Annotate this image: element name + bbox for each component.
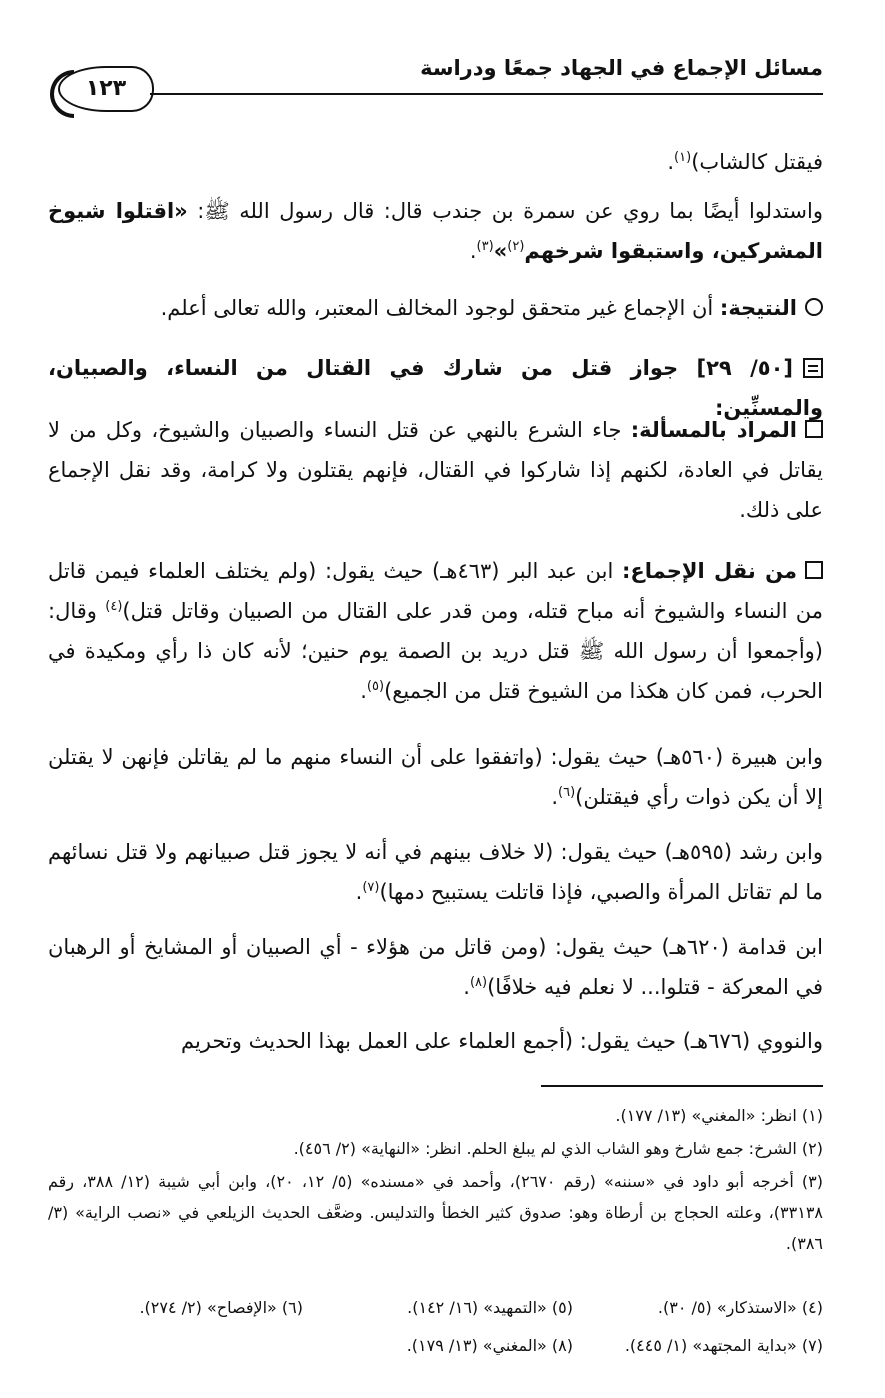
footnote-2: (٢) الشرخ: جمع شارخ وهو الشاب الذي لم يبلغ الحلم. انظر: «النهاية» (٢/ ٤٥٦). (293, 1139, 823, 1158)
header-rule (150, 93, 823, 95)
footnote-ref: (٣) (476, 239, 494, 254)
result-paragraph (48, 288, 823, 328)
footnote-ref: (٨) (469, 975, 488, 990)
footnote-3: (٣) أخرجه أبو داود في «سننه» (رقم ٢٦٧٠)، وأحمد في «مسنده» (٥/ ١٢، ٢٠)، وابن أبي شيبة (١٢/ ٣٨٨، رقم ٣٣١٣٨)، وعلته الحجاج بن أرطاة وهو: صدوق كثير الخطأ والتدليس. وضعَّف الحديث الزيلعي في «نصب الراية» (٣/ ٣٨٦). (48, 1172, 823, 1253)
footnote-5: (٥) «التمهيد» (١٦/ ١٤٢). (407, 1298, 573, 1317)
paragraph-2 (48, 191, 823, 271)
square-bullet-icon (805, 561, 823, 579)
heading-text: [٥٠/ ٢٩] جواز قتل من شارك في القتال من النساء، والصبيان، والمسنِّين: (48, 356, 823, 420)
paragraph-meaning (48, 410, 823, 530)
paragraph-consensus (48, 551, 823, 711)
paragraph-text: والنووي (٦٧٦هـ) حيث يقول: (أجمع العلماء على العمل بهذا الحديث وتحريم (180, 1029, 823, 1053)
footnote-ref: (٦) (558, 785, 576, 800)
paragraph-nawawi (48, 1021, 823, 1061)
paragraph-ibn-hubayra (48, 737, 823, 817)
square-bullet-icon (805, 420, 823, 438)
paragraph-ibn-qudama (48, 927, 823, 1007)
paragraph-text: وابن رشد (٥٩٥هـ) حيث يقول: (لا خلاف بينهم في أنه لا يجوز قتل صبيانهم ولا قتل نسائهم ما لم تقاتل المرأة والصبي، فإذا قاتلت يستبيح دمها) (48, 840, 824, 904)
quote-close: » (493, 239, 508, 263)
punct: . (469, 239, 477, 263)
footnote-6: (٦) «الإفصاح» (٢/ ٢٧٤). (139, 1298, 303, 1317)
footnote-7: (٧) «بداية المجتهد» (١/ ٤٤٥). (624, 1336, 823, 1355)
punct: . (463, 975, 470, 999)
footnote-ref: (٥) (366, 679, 385, 694)
paragraph-text: ابن عبد البر (٤٦٣هـ) حيث يقول: (ولم يختلف العلماء فيمن قاتل من النساء والشيوخ أنه مباح قتله، ومن قدر على القتال من الصبيان وقاتل قتل) (48, 559, 823, 623)
paragraph-text: أن الإجماع غير متحقق لوجود المخالف المعتبر، والله تعالى أعلم. (160, 296, 720, 320)
paragraph-ibn-rushd (48, 832, 823, 912)
paragraph-text: ابن قدامة (٦٢٠هـ) حيث يقول: (ومن قاتل من هؤلاء - أي الصبيان أو المشايخ أو الرهبان في المعركة - قتلوا... لا نعلم فيه خلافًا) (48, 935, 823, 999)
punct: . (551, 785, 558, 809)
footnote-ref: (٢) (507, 239, 525, 254)
footnote-4: (٤) «الاستذكار» (٥/ ٣٠). (657, 1298, 823, 1317)
paragraph-text: وقال: (وأجمعوا أن رسول الله ﷺ قتل دريد بن الصمة يوم حنين؛ لأنه كان ذا رأي ومكيدة في الحرب، فمن كان هكذا من الشيوخ قتل من الجميع) (48, 599, 823, 703)
footnotes-row-7-8 (48, 1330, 823, 1361)
running-title: مسائل الإجماع في الجهاد جمعًا ودراسة (420, 56, 823, 80)
footnotes-row-4-6 (48, 1292, 823, 1323)
punct: . (355, 880, 363, 904)
punct: . (667, 150, 675, 174)
footnote-1: (١) انظر: «المغني» (١٣/ ١٧٧). (615, 1106, 823, 1125)
result-label: النتيجة: (719, 296, 797, 320)
circle-bullet-icon (805, 298, 823, 316)
paragraph-1 (48, 142, 823, 182)
hadith-quote: «اقتلوا شيوخ المشركين، واستبقوا شرخهم (48, 199, 823, 263)
paragraph-text: فيقتل كالشاب) (691, 150, 823, 174)
footnote-ref: (٧) (362, 880, 380, 895)
notebook-icon (803, 358, 823, 378)
footnote-rule (541, 1085, 823, 1087)
paragraph-text: جاء الشرع بالنهي عن قتل النساء والصبيان والشيوخ، وكل من لا يقاتل في العادة، لكنهم إذا شاركوا في القتال، فإنهم يقتلون ولا كرامة، وقد نقل الإجماع على ذلك. (48, 418, 823, 522)
footnote-ref: (٤) (105, 599, 123, 614)
page-number: ١٢٣ (58, 66, 154, 112)
paragraph-text: واستدلوا أيضًا بما روي عن سمرة بن جندب قال: قال رسول الله ﷺ: (187, 199, 823, 223)
consensus-label: من نقل الإجماع: (622, 559, 797, 583)
punct: . (360, 679, 367, 703)
footnote-8: (٨) «المغني» (١٣/ ١٧٩). (406, 1336, 573, 1355)
paragraph-text: وابن هبيرة (٥٦٠هـ) حيث يقول: (واتفقوا على أن النساء منهم ما لم يقاتلن فإنهن لا يقتلن إلا أن يكن ذوات رأي فيقتلن) (48, 745, 823, 809)
footnote-ref: (١) (674, 150, 692, 165)
meaning-label: المراد بالمسألة: (630, 418, 797, 442)
